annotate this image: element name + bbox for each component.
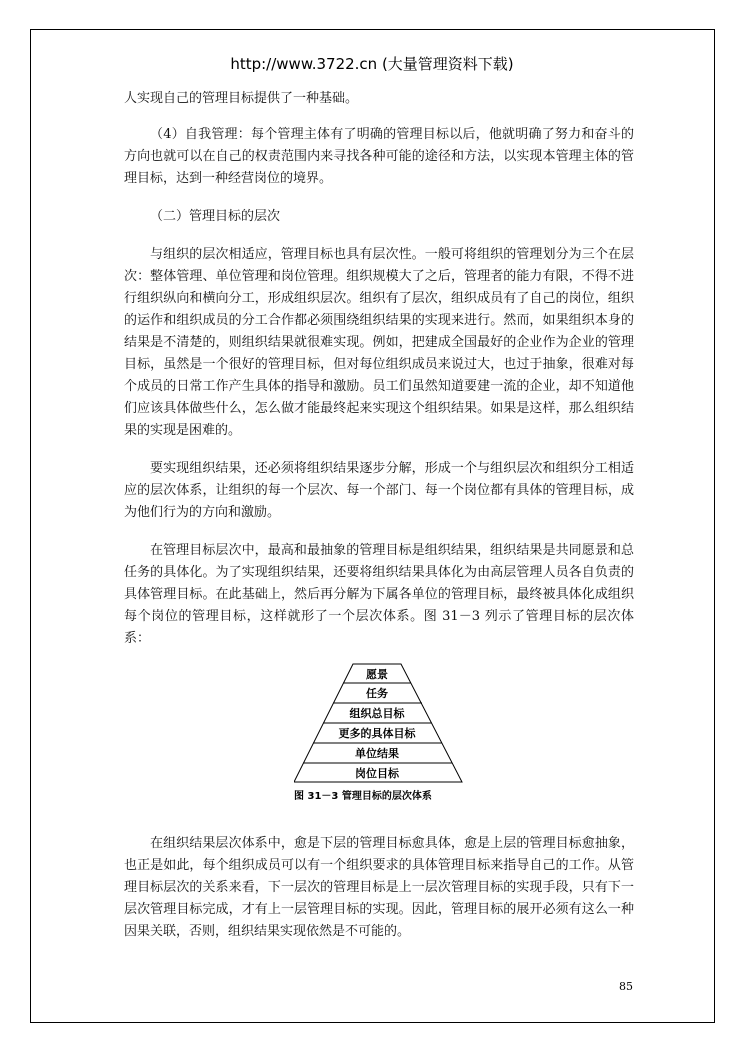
paragraph: 要实现组织结果，还必须将组织结果逐步分解，形成一个与组织层次和组织分工相适应的层次体系，让组织的每一个层次、每一个部门、每一个岗位都有具体的管理目标，成为他们行为的方向和激励。 [124,461,634,520]
pyramid-diagram [294,662,474,824]
section-heading: （二）管理目标的层次 [150,209,281,224]
page-number: 85 [619,980,633,993]
page-header-url: http://www.3722.cn (大量管理资料下载) [230,55,514,73]
level-position-goals: 岗位目标 [355,767,399,780]
paragraph: 在组织结果层次体系中，愈是下层的管理目标愈具体，愈是上层的管理目标愈抽象，也正是如此，每个组织成员可以有一个组织要求的具体管理目标来指导自己的工作。从管理目标层次的关系来看，下一层次的管理目标是上一层次管理目标的实现手段，只有下一层次管理目标完成，才有上一层管理目标的实现。因此，管理目标的展开必须有这么一种因果关联，否则，组织结果实现依然是不可能的。 [124,836,634,939]
level-unit-results: 单位结果 [355,747,399,760]
paragraph: 人实现自己的管理目标提供了一种基础。 [124,91,359,106]
level-mission: 任务 [366,687,388,700]
figure-caption: 图 31－3 管理目标的层次体系 [294,791,432,802]
paragraph: 与组织的层次相适应，管理目标也具有层次性。一般可将组织的管理划分为三个在层次：整体管理、单位管理和岗位管理。组织规模大了之后，管理者的能力有限，不得不进行组织纵向和横向分工，形成组织层次。组织有了层次，组织成员有了自己的岗位，组织的运作和组织成员的分工合作都必须围绕组织结果的实现来进行。然而，如果组织本身的结果是不清楚的，则组织结果就很难实现。例如，把建成全国最好的企业作为企业的管理目标，虽然是一个很好的管理目标，但对每位组织成员来说过大，也过于抽象，很难对每个成员的日常工作产生具体的指导和激励。员工们虽然知道要建一流的企业，却不知道他们应该具体做些什么，怎么做才能最终起来实现这个组织结果。如果是这样，那么组织结果的实现是困难的。 [124,247,634,438]
document-body [124,88,634,943]
paragraph: 在管理目标层次中，最高和最抽象的管理目标是组织结果，组织结果是共同愿景和总任务的具体化。为了实现组织结果，还要将组织结果具体化为由高层管理人员各自负责的具体管理目标。在此基础上，然后再分解为下属各单位的管理目标，最终被具体化成组织每个岗位的管理目标，这样就形了一个层次体系。图 31－3 列示了管理目标的层次体系： [124,543,634,646]
level-org-goal: 组织总目标 [349,707,405,720]
level-specific-goals: 更多的具体目标 [338,727,416,740]
paragraph: （4）自我管理：每个管理主体有了明确的管理目标以后，他就明确了努力和奋斗的方向也就可以在自己的权责范围内来寻找各种可能的途径和方法，以实现本管理主体的管理目标，达到一种经营岗位的境界。 [124,127,634,186]
level-vision: 愿景 [366,668,388,681]
pyramid-figure [124,662,634,827]
